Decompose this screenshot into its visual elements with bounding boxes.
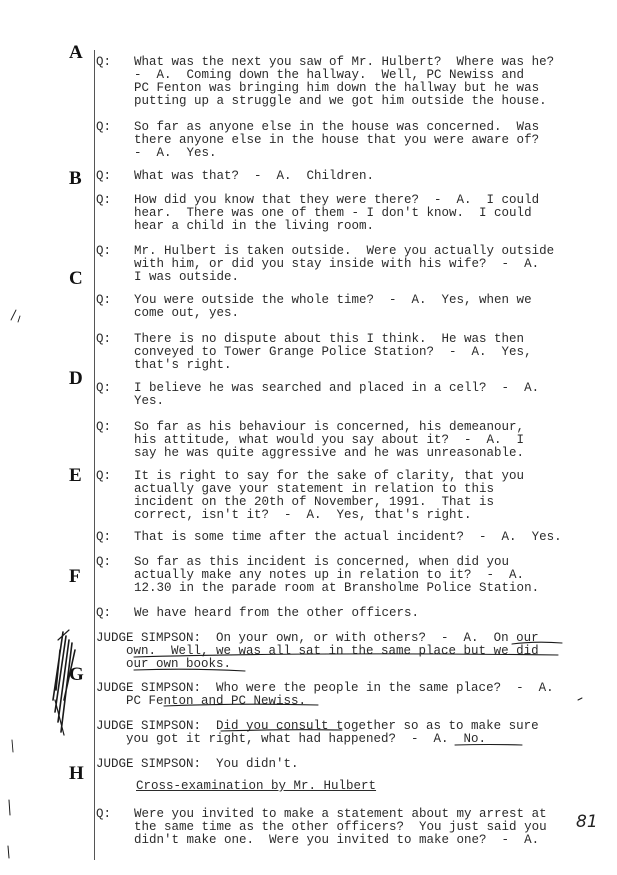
- question-text: I believe he was searched and placed in a cell? - A. Yes.: [134, 381, 540, 408]
- judge-question: JUDGE SIMPSON: Did you consult together so as to make sure you got it right, what had happened? - A. No.: [96, 719, 539, 746]
- margin-letter-d: D: [69, 368, 83, 389]
- judge-question: JUDGE SIMPSON: On your own, or with others? - A. On our own. Well, we was all sat in the same place but we did our own books.: [96, 631, 539, 671]
- question-text: So far as this incident is concerned, when did you actually make any notes up in relation to it? - A. 12.30 in the parade room at Bransholme Police Station.: [134, 555, 540, 595]
- question-text: How did you know that they were there? - A. I could hear. There was one of them - I don't know. I could hear a child in the living room.: [134, 193, 540, 233]
- question-text: What was the next you saw of Mr. Hulbert? Where was he? - A. Coming down the hallway. Well, PC Newiss and PC Fenton was bringing him down the hallway but he was putting up a struggle and we got him outside the house.: [134, 55, 555, 108]
- question-label: Q:: [96, 555, 112, 569]
- margin-letter-g: G: [69, 664, 84, 685]
- question-label: Q:: [96, 469, 112, 483]
- margin-letter-e: E: [69, 465, 82, 486]
- question-label: Q:: [96, 244, 112, 258]
- margin-letter-f: F: [69, 566, 81, 587]
- question-label: Q:: [96, 55, 112, 69]
- question-label: Q:: [96, 293, 112, 307]
- margin-tick: [12, 740, 13, 752]
- question-text: There is no dispute about this I think. He was then conveyed to Tower Grange Police Station? - A. Yes, that's right.: [134, 332, 532, 372]
- margin-rule: [94, 50, 95, 860]
- margin-letter-c: C: [69, 268, 83, 289]
- judge-question: JUDGE SIMPSON: Who were the people in the same place? - A. PC Fenton and PC Newiss.: [96, 681, 554, 708]
- question-label: Q:: [96, 120, 112, 134]
- margin-tick: [11, 310, 20, 322]
- margin-letter-h: H: [69, 763, 84, 784]
- question-text: What was that? - A. Children.: [134, 169, 375, 183]
- question-text: Were you invited to make a statement about my arrest at the same time as the other officers? You just said you didn't make one. Were you invited to make one? - A.: [134, 807, 547, 847]
- margin-letter-b: B: [69, 168, 82, 189]
- page-number: 81: [576, 812, 598, 832]
- question-text: That is some time after the actual incident? - A. Yes.: [134, 530, 562, 544]
- question-label: Q:: [96, 332, 112, 346]
- cross-examination-heading: Cross-examination by Mr. Hulbert: [136, 779, 377, 793]
- question-label: Q:: [96, 606, 112, 620]
- question-label: Q:: [96, 420, 112, 434]
- question-label: Q:: [96, 381, 112, 395]
- margin-tick: [578, 698, 582, 700]
- judge-question: JUDGE SIMPSON: You didn't.: [96, 757, 299, 771]
- question-text: You were outside the whole time? - A. Yes, when we come out, yes.: [134, 293, 532, 320]
- margin-tick: [8, 800, 10, 858]
- question-text: Mr. Hulbert is taken outside. Were you actually outside with him, or did you stay inside with his wife? - A. I was outside.: [134, 244, 555, 284]
- question-label: Q:: [96, 530, 112, 544]
- question-text: So far as his behaviour is concerned, his demeanour, his attitude, what would you say about it? - A. I say he was quite aggressive and he was unreasonable.: [134, 420, 525, 460]
- question-label: Q:: [96, 807, 112, 821]
- margin-letter-a: A: [69, 42, 83, 63]
- question-text: We have heard from the other officers.: [134, 606, 420, 620]
- question-label: Q:: [96, 169, 112, 183]
- question-label: Q:: [96, 193, 112, 207]
- margin-scribble: [55, 630, 69, 735]
- question-text: So far as anyone else in the house was concerned. Was there anyone else in the house that you were aware of? - A. Yes.: [134, 120, 540, 160]
- question-text: It is right to say for the sake of clarity, that you actually gave your statement in relation to this incident on the 20th of November, 1991. That is correct, isn't it? - A. Yes, that's right.: [134, 469, 525, 522]
